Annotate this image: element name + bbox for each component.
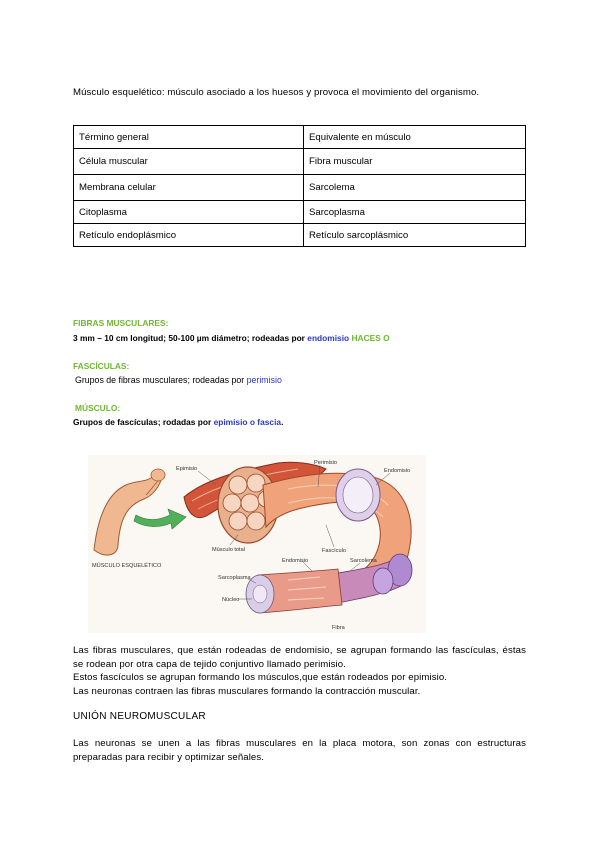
fibras-text: [73, 333, 390, 343]
label-perimisio: Perimisio: [314, 460, 338, 466]
intro-text: Músculo esquelético: músculo asociado a los huesos y provoca el movimiento del organismo.: [73, 87, 480, 98]
paragraph-line: Las neuronas contraen las fibras musculares formando la contracción muscular.: [73, 685, 421, 697]
musculo-heading: MÚSCULO:: [75, 403, 121, 413]
label-fibra: Fibra: [332, 625, 345, 631]
label-endomisio-top: Endomisio: [384, 468, 411, 474]
label-musculo-total: Músculo total: [212, 547, 245, 553]
paragraph-fibras: [73, 644, 526, 698]
musculo-description: Grupos de fascículas; rodadas por: [73, 417, 214, 427]
fibras-highlight: endomisio: [307, 333, 350, 343]
fasciculas-text: [75, 375, 282, 385]
label-fasciculo: Fascículo: [322, 548, 346, 554]
fasciculas-heading: FASCÍCULAS:: [73, 361, 130, 371]
table-row: [74, 149, 526, 175]
label-sarcoplasma: Sarcoplasma: [218, 575, 251, 581]
paragraph-line: Las fibras musculares, que están rodeadas de endomisio, se agrupan formando las fascículas, éstas: [73, 645, 526, 656]
label-musculo-esqueletico: MÚSCULO ESQUELÉTICO: [92, 563, 162, 569]
table-cell: Citoplasma: [74, 201, 304, 224]
table-cell: Célula muscular: [74, 149, 304, 175]
muscle-structure-figure: [88, 455, 426, 633]
musculo-end: .: [281, 417, 284, 427]
paragraph-line: Estos fascículos se agrupan formando los músculos,que están rodeados por epimisio.: [73, 672, 448, 683]
table-header-cell: Término general: [74, 126, 304, 149]
table-cell: Fibra muscular: [304, 149, 526, 175]
table-row: [74, 175, 526, 201]
label-endomisio: Endomisio: [282, 558, 309, 564]
label-epimisio: Epimisio: [176, 466, 198, 472]
fasciculas-description: Grupos de fibras musculares; rodeadas por: [75, 375, 247, 385]
table-cell: Retículo endoplásmico: [74, 224, 304, 247]
fibras-extra: HACES O: [349, 333, 390, 343]
paragraph-line: preparadas para recibir y optimizar señales.: [73, 751, 265, 763]
union-paragraph: [73, 737, 526, 764]
fibras-heading: FIBRAS MUSCULARES:: [73, 318, 169, 328]
fasciculas-highlight: perimisio: [246, 375, 282, 385]
table-cell: Membrana celular: [74, 175, 304, 201]
table-cell: Sarcolema: [304, 175, 526, 201]
musculo-text: [73, 417, 283, 427]
table-row: [74, 224, 526, 247]
table-header-row: [74, 126, 526, 149]
fibras-description: 3 mm – 10 cm longitud; 50-100 µm diámetro; rodeadas por: [73, 333, 308, 343]
label-sarcolema: Sarcolema: [350, 558, 377, 564]
paragraph-line: se rodean por otra capa de tejido conjuntivo llamado perimisio.: [73, 658, 346, 670]
table-row: [74, 201, 526, 224]
label-nucleo: Núcleo: [222, 597, 240, 603]
table-cell: Retículo sarcoplásmico: [304, 224, 526, 247]
union-heading: UNIÓN NEUROMUSCULAR: [73, 711, 206, 722]
musculo-highlight: epimisio o fascia: [213, 417, 282, 427]
table-header-cell: Equivalente en músculo: [304, 126, 526, 149]
table-cell: Sarcoplasma: [304, 201, 526, 224]
terms-table: [73, 125, 526, 247]
paragraph-line: Las neuronas se unen a las fibras musculares en la placa motora, son zonas con estructuras: [73, 738, 526, 749]
